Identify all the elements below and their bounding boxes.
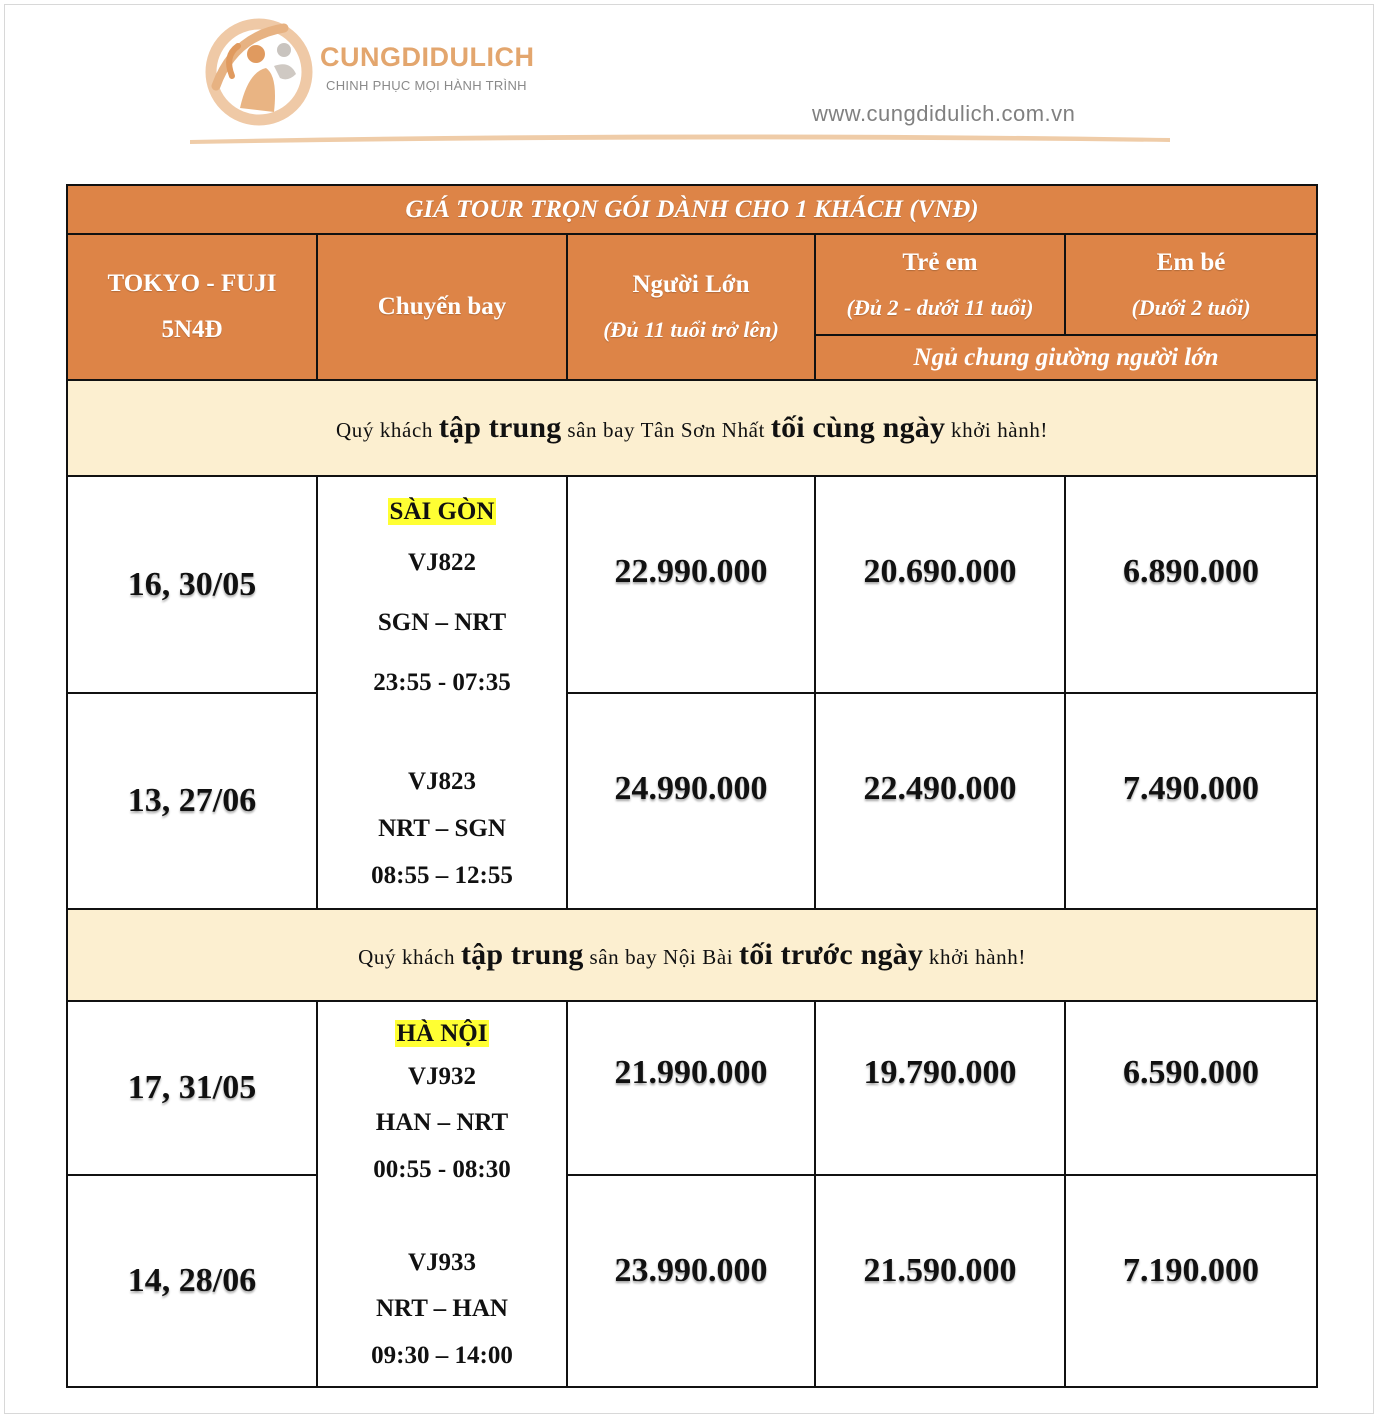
departure-dates: 14, 28/06	[67, 1175, 317, 1387]
tour-name: TOKYO - FUJI	[107, 270, 277, 297]
adult-age-note: (Đủ 11 tuổi trở lên)	[603, 317, 779, 342]
infant-age-note: (Dưới 2 tuổi)	[1131, 294, 1251, 320]
child-price: 20.690.000	[815, 476, 1065, 693]
tour-price-table	[66, 184, 1318, 1388]
website-url: www.cungdidulich.com.vn	[812, 101, 1076, 126]
notice-text: sân bay Tân Sơn Nhất	[561, 418, 771, 442]
notice-text: khởi hành!	[923, 945, 1026, 969]
notice-emphasis: tập trung	[438, 411, 562, 444]
child-price: 21.590.000	[815, 1175, 1065, 1387]
infant-price: 6.890.000	[1065, 476, 1317, 693]
infant-price: 6.590.000	[1065, 1001, 1317, 1175]
tour-name-header	[67, 234, 317, 380]
child-age-note: (Đủ 2 - dưới 11 tuổi)	[846, 294, 1034, 320]
page-header	[0, 0, 1380, 150]
outbound-route: HAN – NRT	[375, 1109, 509, 1136]
notice-emphasis: tối cùng ngày	[770, 411, 946, 444]
adult-price: 24.990.000	[567, 693, 815, 909]
brand-name: CUNGDIDULICH	[320, 42, 535, 72]
outbound-route: SGN – NRT	[377, 609, 507, 636]
return-route: NRT – SGN	[378, 815, 506, 842]
outbound-time: 23:55 - 07:35	[373, 669, 511, 696]
brand-slogan: CHINH PHỤC MỌI HÀNH TRÌNH	[326, 78, 527, 93]
people-circle-logo-icon	[204, 16, 314, 128]
saigon-assembly-notice	[67, 380, 1317, 476]
notice-emphasis: tối trước ngày	[739, 938, 924, 971]
infant-price: 7.190.000	[1065, 1175, 1317, 1387]
outbound-flight-code: VJ822	[407, 549, 477, 576]
return-time: 09:30 – 14:00	[371, 1342, 513, 1369]
flight-column-header: Chuyến bay	[317, 234, 567, 380]
infant-column-header	[1065, 234, 1317, 335]
return-time: 08:55 – 12:55	[371, 862, 513, 889]
return-flight-code: VJ933	[407, 1249, 477, 1276]
outbound-flight-code: VJ932	[407, 1063, 477, 1090]
child-price: 22.490.000	[815, 693, 1065, 909]
header-underline-swoosh	[190, 126, 1170, 146]
infant-price: 7.490.000	[1065, 693, 1317, 909]
hanoi-assembly-notice	[67, 909, 1317, 1001]
notice-text: Quý khách	[336, 418, 439, 442]
departure-city: HÀ NỘI	[396, 1020, 488, 1047]
outbound-time: 00:55 - 08:30	[373, 1156, 511, 1183]
adult-column-header	[567, 234, 815, 380]
departure-dates: 17, 31/05	[67, 1001, 317, 1175]
adult-price: 21.990.000	[567, 1001, 815, 1175]
saigon-flight-info	[317, 476, 567, 909]
return-flight-code: VJ823	[407, 768, 477, 795]
notice-text: Quý khách	[358, 945, 461, 969]
infant-label: Em bé	[1156, 248, 1226, 276]
departure-dates: 16, 30/05	[67, 476, 317, 693]
hanoi-flight-info	[317, 1001, 567, 1387]
child-price: 19.790.000	[815, 1001, 1065, 1175]
adult-label: Người Lớn	[632, 271, 750, 298]
return-route: NRT – HAN	[375, 1295, 508, 1322]
notice-emphasis: tập trung	[460, 938, 584, 971]
table-title: GIÁ TOUR TRỌN GÓI DÀNH CHO 1 KHÁCH (VNĐ)	[67, 185, 1317, 234]
departure-city: SÀI GÒN	[389, 498, 495, 525]
notice-text: khởi hành!	[945, 418, 1049, 442]
departure-dates: 13, 27/06	[67, 693, 317, 909]
adult-price: 22.990.000	[567, 476, 815, 693]
tour-duration: 5N4Đ	[161, 316, 223, 343]
notice-text: sân bay Nội Bài	[583, 945, 740, 969]
adult-price: 23.990.000	[567, 1175, 815, 1387]
child-column-header	[815, 234, 1065, 335]
child-label: Trẻ em	[902, 248, 978, 276]
shared-bed-note: Ngủ chung giường người lớn	[815, 335, 1317, 380]
